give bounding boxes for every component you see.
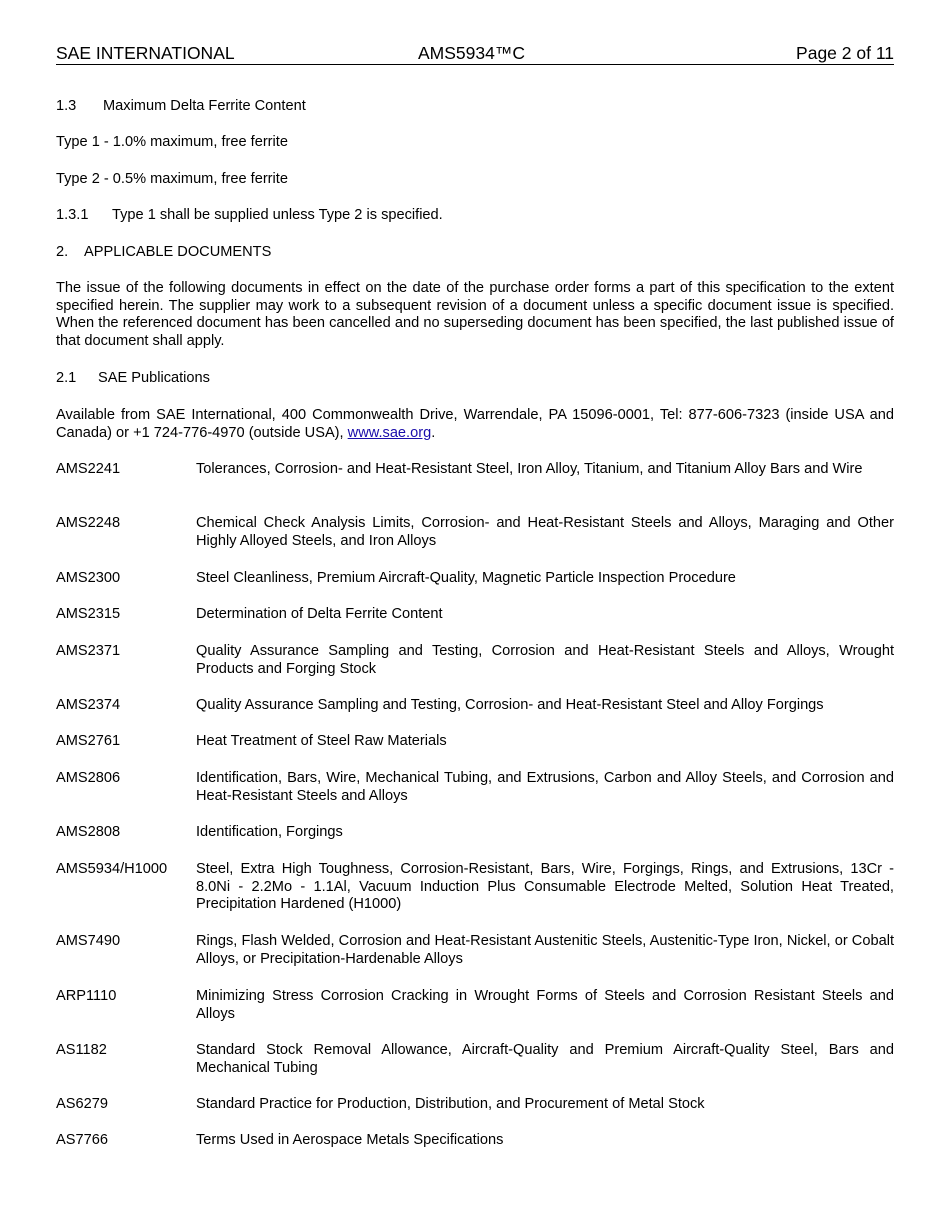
reference-code: AMS2248 [56,515,121,531]
section-number: 1.3.1 [56,207,89,223]
page-header [56,42,894,65]
section-1-3-1 [56,207,443,225]
section-number: 2.1 [56,370,77,386]
reference-title: Tolerances, Corrosion- and Heat-Resistant Steel, Iron Alloy, Titanium, and Titanium Alloy Bars and Wire [196,461,863,477]
header-page-number: Page 2 of 11 [796,43,894,63]
reference-title: Chemical Check Analysis Limits, Corrosion- and Heat-Resistant Steels and Alloys, Maraging and Other Highly Alloyed Steels, and Iron Alloys [196,515,894,549]
section-text: Type 1 shall be supplied unless Type 2 is specified. [112,207,443,223]
availability-period: . [431,424,436,441]
reference-code: AMS5934/H1000 [56,861,168,877]
reference-code: AMS7490 [56,933,121,949]
section-title: SAE Publications [98,370,210,386]
reference-title: Minimizing Stress Corrosion Cracking in Wrought Forms of Steels and Corrosion Resistant Steels and Alloys [196,988,894,1022]
reference-title: Quality Assurance Sampling and Testing, Corrosion- and Heat-Resistant Steel and Alloy Forgings [196,697,824,713]
reference-title: Identification, Bars, Wire, Mechanical Tubing, and Extrusions, Carbon and Alloy Steels, and Corrosion and Heat-Resistant Steels and Alloys [196,770,894,804]
reference-code: AS7766 [56,1132,108,1148]
reference-title: Quality Assurance Sampling and Testing, Corrosion and Heat-Resistant Steels and Alloys, Wrought Products and Forging Stock [196,643,894,677]
reference-code: AMS2315 [56,606,121,622]
document-page [56,42,894,1148]
section-number: 1.3 [56,98,77,114]
section-title: APPLICABLE DOCUMENTS [84,244,272,260]
section-2-1-heading [56,370,210,388]
reference-code: AMS2761 [56,733,121,749]
reference-title: Rings, Flash Welded, Corrosion and Heat-Resistant Austenitic Steels, Austenitic-Type Iron, Nickel, or Cobalt Alloys, or Precipitation-Hardenable Alloys [196,933,894,967]
sae-website-link[interactable]: www.sae.org [347,424,432,441]
availability-paragraph [56,407,894,442]
reference-title: Heat Treatment of Steel Raw Materials [196,733,447,749]
reference-code: AS6279 [56,1096,108,1112]
reference-code: AS1182 [56,1042,107,1058]
reference-title: Steel, Extra High Toughness, Corrosion-Resistant, Bars, Wire, Forgings, Rings, and Extrusions, 13Cr - 8.0Ni - 2.2Mo - 1.1Al, Vacuum Induction Plus Consumable Electrode Melted, Solution Heat Treated, Precipitation Hardened (H1000) [196,861,894,913]
reference-title: Terms Used in Aerospace Metals Specifications [196,1132,504,1148]
section-2-paragraph: The issue of the following documents in effect on the date of the purchase order forms a part of this specification to the extent specified herein. The supplier may work to a subsequent revision of a document unless a specific document issue is specified. When the referenced document has been cancelled and no superseding document has been specified, the last published issue of that document shall apply. [56,280,894,349]
reference-code: AMS2300 [56,570,121,586]
reference-title: Identification, Forgings [196,824,343,840]
reference-code: ARP1110 [56,988,117,1004]
reference-code: AMS2241 [56,461,121,477]
reference-code: AMS2371 [56,643,121,659]
reference-title: Standard Practice for Production, Distribution, and Procurement of Metal Stock [196,1096,705,1112]
reference-title: Standard Stock Removal Allowance, Aircraft-Quality and Premium Aircraft-Quality Steel, Bars and Mechanical Tubing [196,1042,894,1076]
type1-text: Type 1 - 1.0% maximum, free ferrite [56,134,288,150]
reference-code: AMS2808 [56,824,121,840]
availability-text: Available from SAE International, 400 Commonwealth Drive, Warrendale, PA 15096-0001, Tel: 877-606-7323 (inside USA and Canada) or +1 724-776-4970 (outside USA), [56,407,894,441]
section-title: Maximum Delta Ferrite Content [103,98,306,114]
reference-title: Steel Cleanliness, Premium Aircraft-Quality, Magnetic Particle Inspection Procedure [196,570,736,586]
header-doc-id: AMS5934™C [418,43,525,63]
reference-title: Determination of Delta Ferrite Content [196,606,443,622]
section-2-heading [56,244,271,262]
reference-code: AMS2806 [56,770,121,786]
section-1-3-heading [56,98,306,116]
section-number: 2. [56,244,69,260]
header-org: SAE INTERNATIONAL [56,43,235,63]
type2-text: Type 2 - 0.5% maximum, free ferrite [56,171,288,187]
reference-code: AMS2374 [56,697,121,713]
